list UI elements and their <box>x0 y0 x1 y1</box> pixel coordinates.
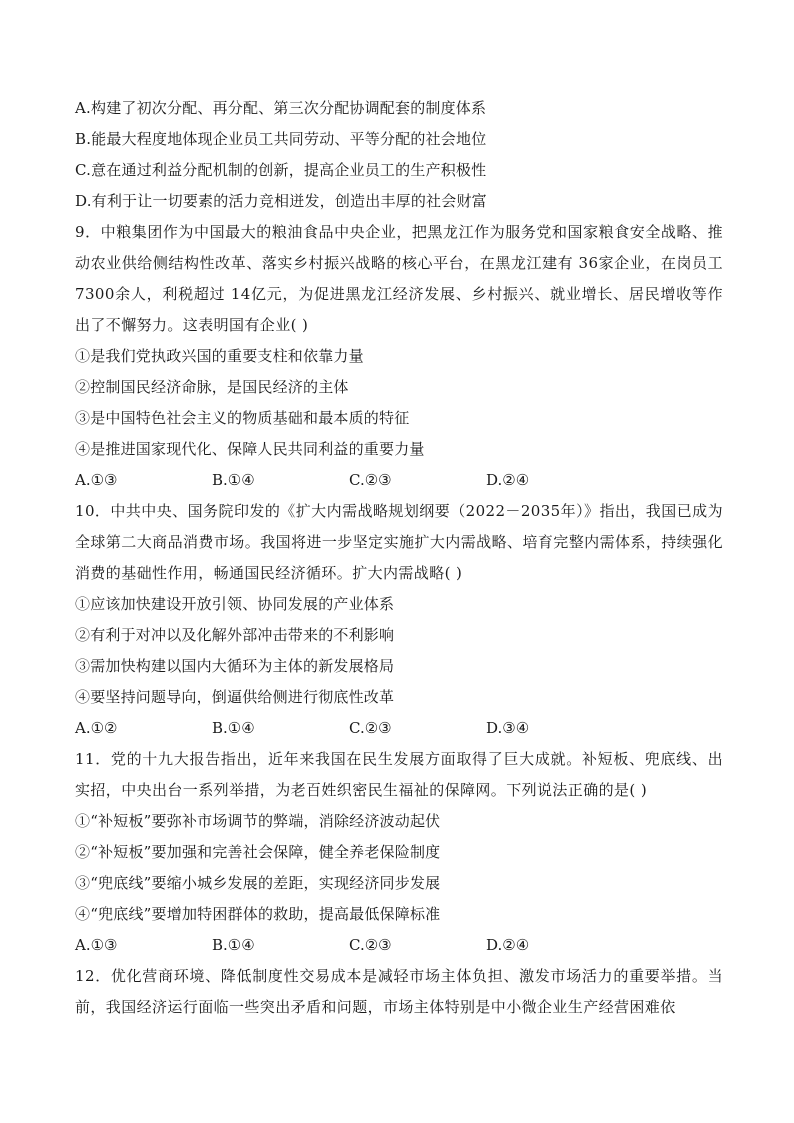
option-b: B.能最大程度地体现企业员工共同劳动、平等分配的社会地位 <box>75 130 487 148</box>
choice-c: C.②③ <box>349 936 392 954</box>
option-c: C.意在通过利益分配机制的创新，提高企业员工的生产积极性 <box>75 161 487 179</box>
question-stem: 12．优化营商环境、降低制度性交易成本是减轻市场主体负担、激发市场活力的重要举措。当前，我国经济运行面临一些突出矛盾和问题，市场主体特别是中小微企业生产经营困难依 <box>75 967 723 1016</box>
choice-a: A.①② <box>75 719 118 737</box>
question-12 <box>75 961 723 1023</box>
question-stem: 10．中共中央、国务院印发的《扩大内需战略规划纲要（2022－2035年）》指出，我国已成为全球第二大商品消费市场。我国将进一步坚定实施扩大内需战略、培育完整内需体系，持续强化消费的基础性作用，畅通国民经济循环。扩大内需战略( ) <box>75 502 723 582</box>
question-stem: 11．党的十九大报告指出，近年来我国在民生发展方面取得了巨大成就。补短板、兜底线、出实招，中央出台一系列举措，为老百姓织密民生福祉的保障网。下列说法正确的是( ) <box>75 750 723 799</box>
choice-c: C.②③ <box>349 471 392 489</box>
statement-2: ②有利于对冲以及化解外部冲击带来的不利影响 <box>75 626 395 644</box>
answer-choices <box>75 930 723 961</box>
option-a: A.构建了初次分配、再分配、第三次分配协调配套的制度体系 <box>75 99 487 117</box>
choice-a: A.①③ <box>75 936 118 954</box>
statement-4: ④是推进国家现代化、保障人民共同利益的重要力量 <box>75 440 425 458</box>
statement-4: ④“兜底线”要增加特困群体的救助，提高最低保障标准 <box>75 905 441 923</box>
exam-page <box>75 93 723 1023</box>
statement-4: ④要坚持问题导向，倒逼供给侧进行彻底性改革 <box>75 688 395 706</box>
choice-b: B.①④ <box>212 471 255 489</box>
question-10 <box>75 496 723 744</box>
answer-choices <box>75 713 723 744</box>
statement-1: ①“补短板”要弥补市场调节的弊端，消除经济波动起伏 <box>75 812 441 830</box>
choice-c: C.②③ <box>349 719 392 737</box>
choice-b: B.①④ <box>212 936 255 954</box>
question-8-options <box>75 93 723 217</box>
choice-d: D.②④ <box>486 471 530 489</box>
choice-b: B.①④ <box>212 719 255 737</box>
statement-2: ②控制国民经济命脉，是国民经济的主体 <box>75 378 349 396</box>
question-stem: 9．中粮集团作为中国最大的粮油食品中央企业，把黑龙江作为服务党和国家粮食安全战略、推动农业供给侧结构性改革、落实乡村振兴战略的核心平台，在黑龙江建有 36家企业，在岗员工 7300余人，利税超过 14亿元，为促进黑龙江经济发展、乡村振兴、就业增长、居民增收等作出了不懈努力。这表明国有企业( ) <box>75 223 723 334</box>
statement-2: ②“补短板”要加强和完善社会保障，健全养老保险制度 <box>75 843 441 861</box>
option-d: D.有利于让一切要素的活力竞相迸发，创造出丰厚的社会财富 <box>75 192 487 210</box>
statement-3: ③需加快构建以国内大循环为主体的新发展格局 <box>75 657 395 675</box>
answer-choices <box>75 465 723 496</box>
question-9 <box>75 217 723 496</box>
statement-1: ①应该加快建设开放引领、协同发展的产业体系 <box>75 595 395 613</box>
statement-3: ③是中国特色社会主义的物质基础和最本质的特征 <box>75 409 410 427</box>
question-11 <box>75 744 723 961</box>
statement-1: ①是我们党执政兴国的重要支柱和依靠力量 <box>75 347 364 365</box>
statement-3: ③“兜底线”要缩小城乡发展的差距，实现经济同步发展 <box>75 874 441 892</box>
choice-d: D.③④ <box>486 719 530 737</box>
choice-a: A.①③ <box>75 471 118 489</box>
choice-d: D.②④ <box>486 936 530 954</box>
